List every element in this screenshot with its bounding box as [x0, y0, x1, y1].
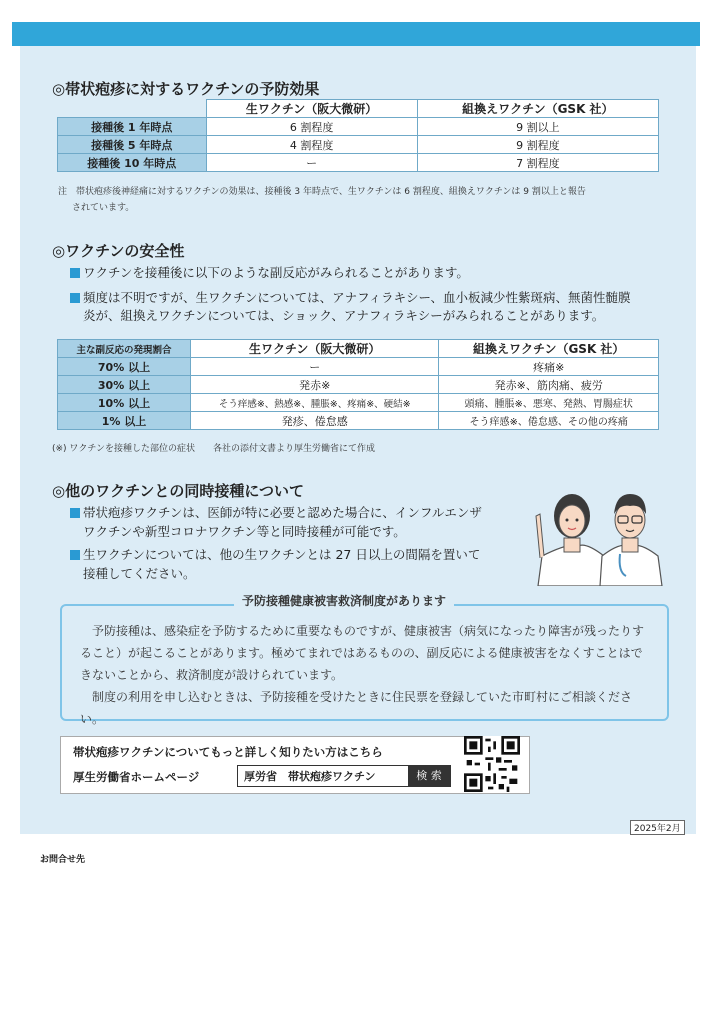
table-cell: そう痒感※、熱感※、腫脹※、疼痛※、硬結※ [191, 394, 439, 412]
table-cell: 7 割程度 [417, 154, 658, 172]
table-cell: そう痒感※、倦怠感、その他の疼痛 [439, 412, 659, 430]
section-coadmin-title: ◎他のワクチンとの同時接種について [52, 482, 305, 500]
row-header: 接種後 10 年時点 [58, 154, 207, 172]
search-button[interactable]: 検 索 [408, 766, 450, 786]
search-text: 厚労省 帯状疱疹ワクチン [244, 770, 376, 783]
efficacy-table [57, 99, 659, 172]
table-cell: 頭痛、腫脹※、悪寒、発熱、胃腸症状 [439, 394, 659, 412]
table-cell: ー [191, 358, 439, 376]
table-cell: 6 割程度 [206, 118, 417, 136]
row-header: 接種後 1 年時点 [58, 118, 207, 136]
info-line-1: 帯状疱疹ワクチンについてもっと詳しく知りたい方はこちら [73, 745, 383, 759]
contact-label: お問合せ先 [40, 855, 86, 865]
relief-system-body [80, 620, 650, 730]
top-accent-bar [12, 22, 700, 46]
table-header: 主な副反応の発現割合 [58, 340, 191, 358]
row-header: 接種後 5 年時点 [58, 136, 207, 154]
doctors-illustration-icon [530, 476, 670, 586]
issue-date: 2025年2月 [630, 820, 685, 835]
table-cell: 発赤※、筋肉痛、疲労 [439, 376, 659, 394]
side-effects-table [57, 339, 659, 430]
table-cell: 疼痛※ [439, 358, 659, 376]
table-corner [58, 100, 207, 118]
safety-bullet-2: 頻度は不明ですが、生ワクチンについては、アナフィラキシー、血小板減少性紫斑病、無菌性髄膜 [70, 288, 631, 307]
table-cell: 9 割程度 [417, 136, 658, 154]
table-cell: 9 割以上 [417, 118, 658, 136]
table-header: 組換えワクチン（GSK 社） [439, 340, 659, 358]
section-safety-title: ◎ワクチンの安全性 [52, 242, 185, 260]
safety-bullet-1: ワクチンを接種後に以下のような副反応がみられることがあります。 [70, 263, 469, 282]
coadmin-bullet-1-cont: ワクチンや新型コロナワクチン等と同時接種が可能です。 [83, 524, 406, 539]
info-line-2: 厚生労働省ホームページ [73, 770, 200, 784]
coadmin-bullet-1: 帯状疱疹ワクチンは、医師が特に必要と認めた場合に、インフルエンザ [70, 503, 482, 522]
table-cell: 4 割程度 [206, 136, 417, 154]
table-header: 生ワクチン（阪大微研） [191, 340, 439, 358]
relief-system-title: 予防接種健康被害救済制度があります [234, 592, 454, 609]
search-box[interactable] [237, 765, 451, 787]
bullet-square-icon [70, 508, 80, 518]
table-cell: 発疹、倦怠感 [191, 412, 439, 430]
relief-paragraph-1: 予防接種は、感染症を予防するために重要なものですが、健康被害（病気になったり障害が残ったりすること）が起こることがあります。極めてまれではあるものの、副反応による健康被害をなくすことはできないことから、救済制度が設けられています。 [80, 624, 645, 682]
table-cell: ー [206, 154, 417, 172]
row-header: 10% 以上 [58, 394, 191, 412]
coadmin-bullet-2: 生ワクチンについては、他の生ワクチンとは 27 日以上の間隔を置いて [70, 545, 480, 564]
bullet-square-icon [70, 550, 80, 560]
section-efficacy-title: ◎帯状疱疹に対するワクチンの予防効果 [52, 80, 320, 98]
relief-paragraph-2: 制度の利用を申し込むときは、予防接種を受けたときに住民票を登録していた市町村にご相談ください。 [80, 690, 633, 726]
table-header: 生ワクチン（阪大微研） [206, 100, 417, 118]
coadmin-bullet-2-cont: 接種してください。 [83, 566, 196, 581]
table-cell: 発赤※ [191, 376, 439, 394]
table-header: 組換えワクチン（GSK 社） [417, 100, 658, 118]
qr-code-icon[interactable] [464, 736, 520, 792]
bullet-square-icon [70, 293, 80, 303]
row-header: 1% 以上 [58, 412, 191, 430]
bullet-square-icon [70, 268, 80, 278]
efficacy-note-cont: されています。 [72, 203, 135, 213]
row-header: 30% 以上 [58, 376, 191, 394]
side-effects-note: (※) ワクチンを接種した部位の症状 各社の添付文書より厚生労働省にて作成 [52, 444, 375, 454]
info-box [60, 736, 530, 794]
efficacy-note: 注 帯状疱疹後神経痛に対するワクチンの効果は、接種後 3 年時点で、生ワクチンは 6 割程度、組換えワクチンは 9 割以上と報告 [58, 187, 586, 197]
row-header: 70% 以上 [58, 358, 191, 376]
safety-bullet-2-cont: 炎が、組換えワクチンについては、ショック、アナフィラキシーがみられることがあります。 [83, 308, 605, 323]
